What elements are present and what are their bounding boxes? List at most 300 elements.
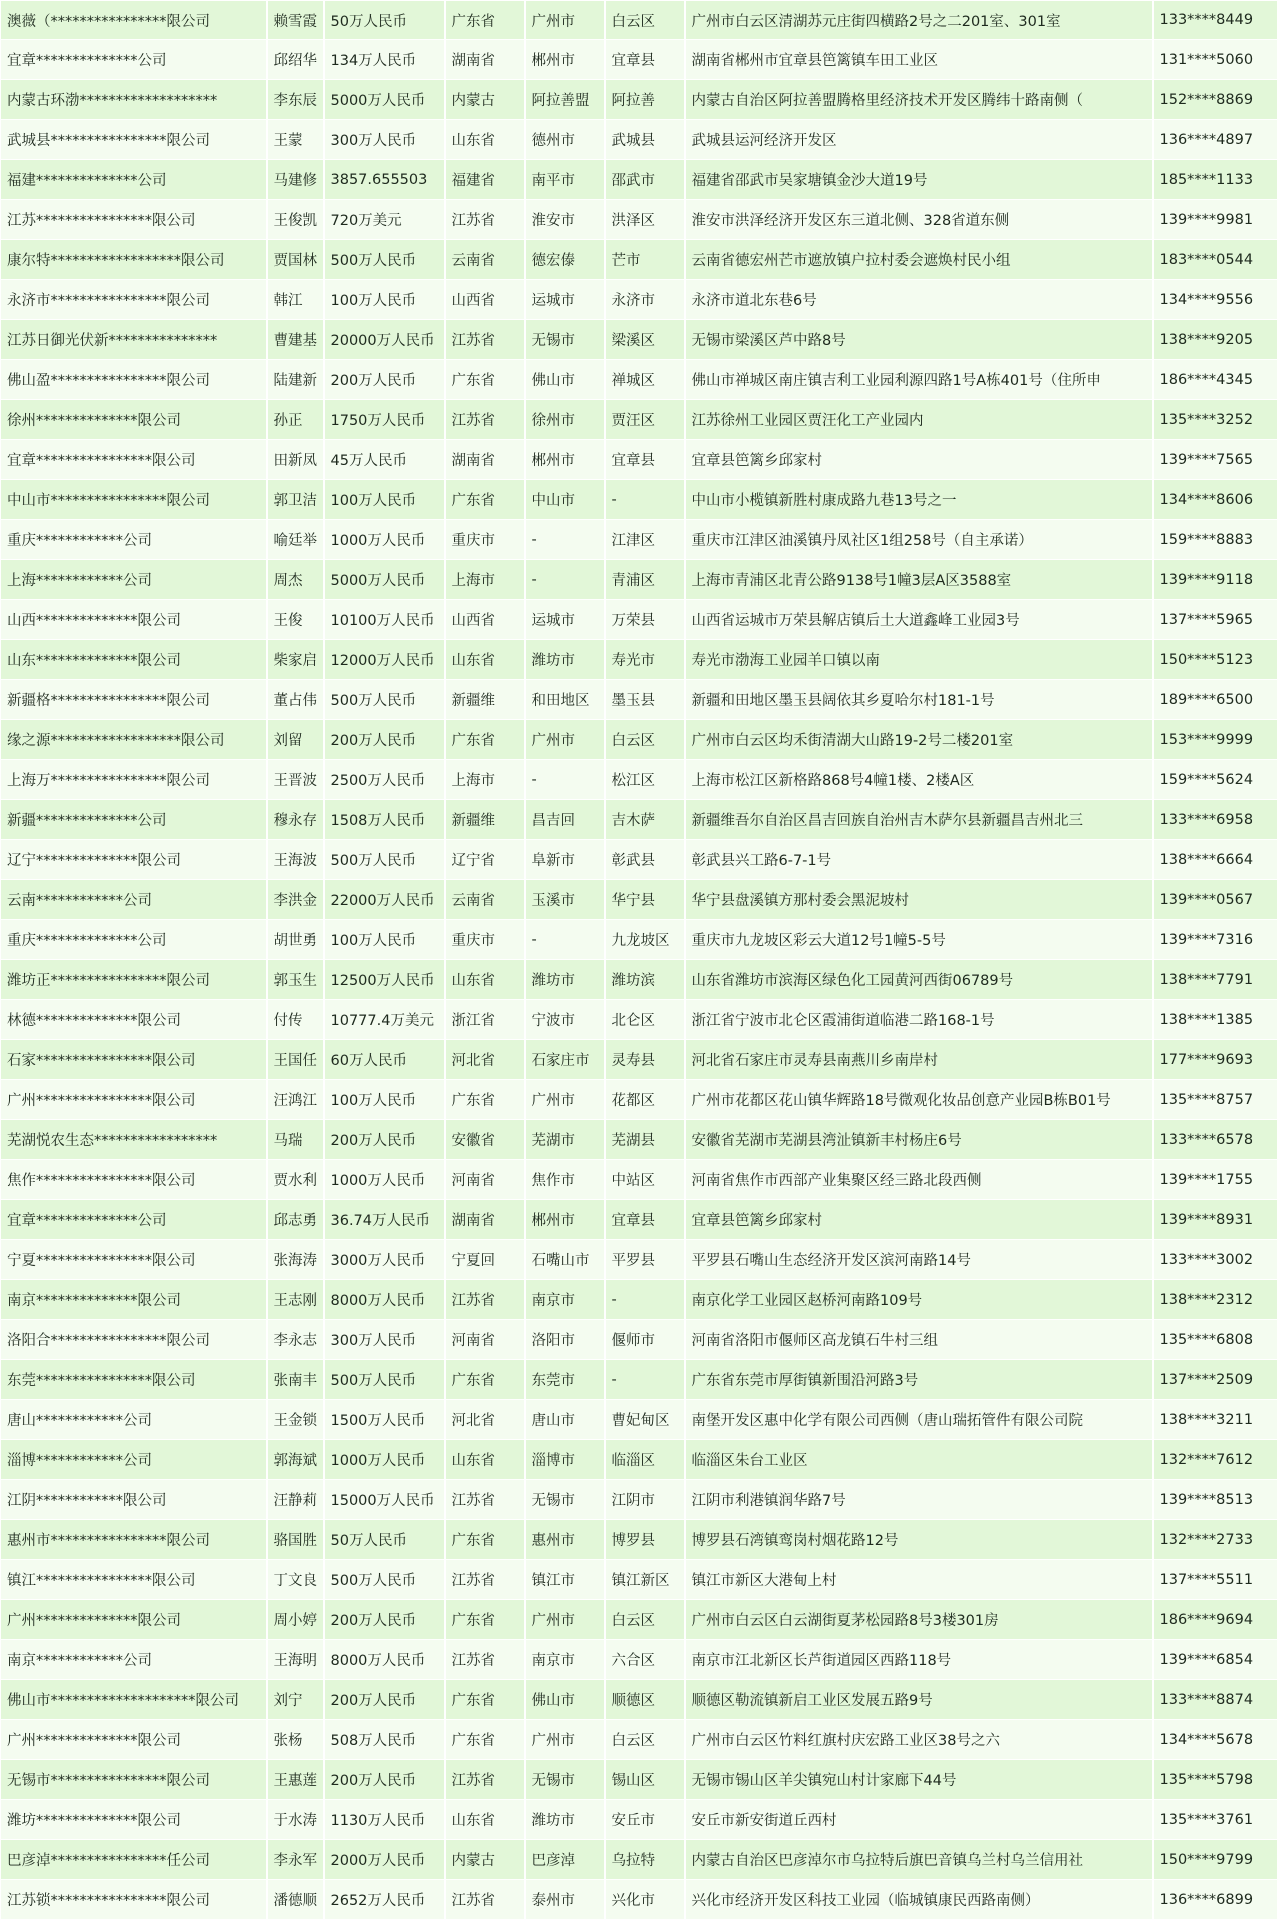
district-cell: 潍坊滨 (605, 960, 685, 1000)
company-name-cell: 江阴************限公司 (1, 1480, 267, 1520)
company-name-cell: 焦作****************限公司 (1, 1160, 267, 1200)
phone-cell: 135****8757 (1153, 1080, 1278, 1120)
table-row (1, 1840, 1278, 1880)
table-row (1, 1520, 1278, 1560)
province-cell: 山东省 (445, 1440, 525, 1480)
phone-cell: 138****6664 (1153, 840, 1278, 880)
city-cell: 广州市 (525, 1, 605, 40)
city-cell: 潍坊市 (525, 1800, 605, 1840)
province-cell: 云南省 (445, 240, 525, 280)
registered-capital-cell: 50万人民币 (324, 1, 445, 40)
district-cell: - (605, 480, 685, 520)
legal-person-cell: 王惠莲 (267, 1760, 324, 1800)
legal-person-cell: 贾水利 (267, 1160, 324, 1200)
province-cell: 山西省 (445, 280, 525, 320)
address-cell: 河南省洛阳市偃师区高龙镇石牛村三组 (685, 1320, 1153, 1360)
table-row (1, 200, 1278, 240)
city-cell: 佛山市 (525, 360, 605, 400)
registered-capital-cell: 8000万人民币 (324, 1640, 445, 1680)
district-cell: 寿光市 (605, 640, 685, 680)
city-cell: 昌吉回 (525, 800, 605, 840)
registered-capital-cell: 1750万人民币 (324, 400, 445, 440)
phone-cell: 135****3252 (1153, 400, 1278, 440)
address-cell: 广东省东莞市厚街镇新围沿河路3号 (685, 1360, 1153, 1400)
phone-cell: 135****5798 (1153, 1760, 1278, 1800)
city-cell: 南平市 (525, 160, 605, 200)
district-cell: 兴化市 (605, 1880, 685, 1920)
legal-person-cell: 王俊凯 (267, 200, 324, 240)
address-cell: 内蒙古自治区巴彦淖尔市乌拉特后旗巴音镇乌兰村乌兰信用社 (685, 1840, 1153, 1880)
province-cell: 广东省 (445, 1080, 525, 1120)
legal-person-cell: 曹建基 (267, 320, 324, 360)
city-cell: 无锡市 (525, 1760, 605, 1800)
registered-capital-cell: 50万人民币 (324, 1520, 445, 1560)
address-cell: 兴化市经济开发区科技工业园（临城镇康民西路南侧） (685, 1880, 1153, 1920)
table-row (1, 880, 1278, 920)
phone-cell: 139****9118 (1153, 560, 1278, 600)
city-cell: 南京市 (525, 1280, 605, 1320)
legal-person-cell: 李洪金 (267, 880, 324, 920)
city-cell: 镇江市 (525, 1560, 605, 1600)
city-cell: - (525, 520, 605, 560)
district-cell: 花都区 (605, 1080, 685, 1120)
registered-capital-cell: 15000万人民币 (324, 1480, 445, 1520)
province-cell: 河南省 (445, 1320, 525, 1360)
address-cell: 广州市白云区白云湖街夏茅松园路8号3楼301房 (685, 1600, 1153, 1640)
district-cell: 青浦区 (605, 560, 685, 600)
city-cell: 东莞市 (525, 1360, 605, 1400)
district-cell: 邵武市 (605, 160, 685, 200)
company-name-cell: 缘之源******************限公司 (1, 720, 267, 760)
phone-cell: 137****5965 (1153, 600, 1278, 640)
registered-capital-cell: 12000万人民币 (324, 640, 445, 680)
address-cell: 博罗县石湾镇鸾岗村烟花路12号 (685, 1520, 1153, 1560)
province-cell: 广东省 (445, 1360, 525, 1400)
registered-capital-cell: 1130万人民币 (324, 1800, 445, 1840)
phone-cell: 133****6578 (1153, 1120, 1278, 1160)
phone-cell: 159****5624 (1153, 760, 1278, 800)
address-cell: 南堡开发区惠中化学有限公司西侧（唐山瑞拓管件有限公司院 (685, 1400, 1153, 1440)
province-cell: 江苏省 (445, 1280, 525, 1320)
district-cell: 六合区 (605, 1640, 685, 1680)
address-cell: 广州市白云区均禾街清湖大山路19-2号二楼201室 (685, 720, 1153, 760)
company-name-cell: 镇江****************限公司 (1, 1560, 267, 1600)
table-row (1, 1360, 1278, 1400)
address-cell: 新疆维吾尔自治区昌吉回族自治州吉木萨尔县新疆昌吉州北三 (685, 800, 1153, 840)
legal-person-cell: 韩江 (267, 280, 324, 320)
table-row (1, 1440, 1278, 1480)
province-cell: 湖南省 (445, 440, 525, 480)
district-cell: 万荣县 (605, 600, 685, 640)
phone-cell: 152****8869 (1153, 80, 1278, 120)
phone-cell: 133****8449 (1153, 1, 1278, 40)
province-cell: 江苏省 (445, 1480, 525, 1520)
district-cell: 北仑区 (605, 1000, 685, 1040)
registered-capital-cell: 2000万人民币 (324, 1840, 445, 1880)
district-cell: 白云区 (605, 1600, 685, 1640)
address-cell: 安丘市新安街道丘西村 (685, 1800, 1153, 1840)
legal-person-cell: 汪鸿江 (267, 1080, 324, 1120)
province-cell: 广东省 (445, 1600, 525, 1640)
province-cell: 江苏省 (445, 1760, 525, 1800)
legal-person-cell: 柴家启 (267, 640, 324, 680)
legal-person-cell: 王海明 (267, 1640, 324, 1680)
district-cell: 白云区 (605, 1, 685, 40)
table-row (1, 840, 1278, 880)
district-cell: 江阴市 (605, 1480, 685, 1520)
province-cell: 山西省 (445, 600, 525, 640)
province-cell: 江苏省 (445, 320, 525, 360)
city-cell: 运城市 (525, 600, 605, 640)
province-cell: 上海市 (445, 560, 525, 600)
legal-person-cell: 邱志勇 (267, 1200, 324, 1240)
registered-capital-cell: 3857.655503 (324, 160, 445, 200)
registered-capital-cell: 1500万人民币 (324, 1400, 445, 1440)
table-row (1, 920, 1278, 960)
city-cell: 唐山市 (525, 1400, 605, 1440)
legal-person-cell: 邱绍华 (267, 40, 324, 80)
table-row (1, 480, 1278, 520)
address-cell: 湖南省郴州市宜章县笆篱镇车田工业区 (685, 40, 1153, 80)
phone-cell: 131****5060 (1153, 40, 1278, 80)
registered-capital-cell: 1000万人民币 (324, 1440, 445, 1480)
address-cell: 江苏徐州工业园区贾汪化工产业园内 (685, 400, 1153, 440)
address-cell: 佛山市禅城区南庄镇吉利工业园利源四路1号A栋401号（住所申 (685, 360, 1153, 400)
phone-cell: 138****9205 (1153, 320, 1278, 360)
province-cell: 云南省 (445, 880, 525, 920)
phone-cell: 139****0567 (1153, 880, 1278, 920)
province-cell: 广东省 (445, 720, 525, 760)
company-name-cell: 巴彦淖****************任公司 (1, 1840, 267, 1880)
company-name-cell: 宁夏****************限公司 (1, 1240, 267, 1280)
company-name-cell: 石家****************限公司 (1, 1040, 267, 1080)
province-cell: 广东省 (445, 1520, 525, 1560)
table-row (1, 1560, 1278, 1600)
company-name-cell: 永济市****************限公司 (1, 280, 267, 320)
city-cell: 德州市 (525, 120, 605, 160)
company-name-cell: 山西**************限公司 (1, 600, 267, 640)
table-row (1, 1680, 1278, 1720)
province-cell: 新疆维 (445, 680, 525, 720)
phone-cell: 189****6500 (1153, 680, 1278, 720)
table-row (1, 1600, 1278, 1640)
company-name-cell: 东莞****************限公司 (1, 1360, 267, 1400)
province-cell: 浙江省 (445, 1000, 525, 1040)
province-cell: 江苏省 (445, 1640, 525, 1680)
district-cell: 顺德区 (605, 1680, 685, 1720)
district-cell: 宜章县 (605, 1200, 685, 1240)
city-cell: - (525, 920, 605, 960)
table-row (1, 1640, 1278, 1680)
registered-capital-cell: 2652万人民币 (324, 1880, 445, 1920)
district-cell: 灵寿县 (605, 1040, 685, 1080)
registered-capital-cell: 12500万人民币 (324, 960, 445, 1000)
phone-cell: 134****8606 (1153, 480, 1278, 520)
city-cell: 无锡市 (525, 320, 605, 360)
phone-cell: 132****7612 (1153, 1440, 1278, 1480)
table-row (1, 760, 1278, 800)
city-cell: 广州市 (525, 1600, 605, 1640)
company-name-cell: 武城县****************限公司 (1, 120, 267, 160)
province-cell: 重庆市 (445, 920, 525, 960)
province-cell: 江苏省 (445, 200, 525, 240)
legal-person-cell: 王蒙 (267, 120, 324, 160)
company-name-cell: 潍坊**************限公司 (1, 1800, 267, 1840)
province-cell: 江苏省 (445, 1560, 525, 1600)
district-cell: 乌拉特 (605, 1840, 685, 1880)
legal-person-cell: 周杰 (267, 560, 324, 600)
registered-capital-cell: 500万人民币 (324, 1360, 445, 1400)
table-row (1, 600, 1278, 640)
legal-person-cell: 刘宁 (267, 1680, 324, 1720)
table-row (1, 520, 1278, 560)
table-row (1, 1720, 1278, 1760)
city-cell: - (525, 760, 605, 800)
address-cell: 南京市江北新区长芦街道园区西路118号 (685, 1640, 1153, 1680)
table-row (1, 1040, 1278, 1080)
address-cell: 云南省德宏州芒市遮放镇户拉村委会遮焕村民小组 (685, 240, 1153, 280)
city-cell: 徐州市 (525, 400, 605, 440)
table-row (1, 1400, 1278, 1440)
province-cell: 河北省 (445, 1400, 525, 1440)
district-cell: 禅城区 (605, 360, 685, 400)
registered-capital-cell: 500万人民币 (324, 680, 445, 720)
registered-capital-cell: 22000万人民币 (324, 880, 445, 920)
table-row (1, 160, 1278, 200)
registered-capital-cell: 100万人民币 (324, 920, 445, 960)
district-cell: 白云区 (605, 1720, 685, 1760)
company-name-cell: 康尔特******************限公司 (1, 240, 267, 280)
city-cell: 阜新市 (525, 840, 605, 880)
table-row (1, 800, 1278, 840)
legal-person-cell: 刘留 (267, 720, 324, 760)
province-cell: 福建省 (445, 160, 525, 200)
address-cell: 寿光市渤海工业园羊口镇以南 (685, 640, 1153, 680)
legal-person-cell: 李永志 (267, 1320, 324, 1360)
company-name-cell: 辽宁**************限公司 (1, 840, 267, 880)
address-cell: 南京化学工业园区赵桥河南路109号 (685, 1280, 1153, 1320)
district-cell: 华宁县 (605, 880, 685, 920)
phone-cell: 138****2312 (1153, 1280, 1278, 1320)
phone-cell: 136****4897 (1153, 120, 1278, 160)
table-row (1, 1200, 1278, 1240)
city-cell: 芜湖市 (525, 1120, 605, 1160)
company-name-cell: 上海万****************限公司 (1, 760, 267, 800)
phone-cell: 139****8931 (1153, 1200, 1278, 1240)
legal-person-cell: 马瑞 (267, 1120, 324, 1160)
phone-cell: 139****6854 (1153, 1640, 1278, 1680)
address-cell: 福建省邵武市吴家塘镇金沙大道19号 (685, 160, 1153, 200)
registered-capital-cell: 100万人民币 (324, 480, 445, 520)
company-name-cell: 芜湖悦农生态***************** (1, 1120, 267, 1160)
phone-cell: 136****6899 (1153, 1880, 1278, 1920)
company-name-cell: 宜章**************公司 (1, 1200, 267, 1240)
legal-person-cell: 于水涛 (267, 1800, 324, 1840)
city-cell: 玉溪市 (525, 880, 605, 920)
address-cell: 无锡市锡山区羊尖镇宛山村计家廊下44号 (685, 1760, 1153, 1800)
district-cell: 宜章县 (605, 40, 685, 80)
city-cell: 郴州市 (525, 440, 605, 480)
table-row (1, 40, 1278, 80)
table-row (1, 1, 1278, 40)
district-cell: 芒市 (605, 240, 685, 280)
registered-capital-cell: 2500万人民币 (324, 760, 445, 800)
province-cell: 安徽省 (445, 1120, 525, 1160)
phone-cell: 139****8513 (1153, 1480, 1278, 1520)
province-cell: 江苏省 (445, 1880, 525, 1920)
address-cell: 江阴市利港镇润华路7号 (685, 1480, 1153, 1520)
registered-capital-cell: 500万人民币 (324, 240, 445, 280)
registered-capital-cell: 200万人民币 (324, 720, 445, 760)
address-cell: 广州市白云区清湖苏元庄街四横路2号之二201室、301室 (685, 1, 1153, 40)
district-cell: 武城县 (605, 120, 685, 160)
district-cell: 安丘市 (605, 1800, 685, 1840)
legal-person-cell: 王金锁 (267, 1400, 324, 1440)
company-name-cell: 内蒙古环渤******************* (1, 80, 267, 120)
address-cell: 武城县运河经济开发区 (685, 120, 1153, 160)
registered-capital-cell: 200万人民币 (324, 1600, 445, 1640)
address-cell: 山东省潍坊市滨海区绿色化工园黄河西街06789号 (685, 960, 1153, 1000)
company-name-cell: 云南************公司 (1, 880, 267, 920)
district-cell: 江津区 (605, 520, 685, 560)
city-cell: 潍坊市 (525, 960, 605, 1000)
table-row (1, 560, 1278, 600)
table-body (1, 1, 1278, 1920)
registered-capital-cell: 10100万人民币 (324, 600, 445, 640)
province-cell: 广东省 (445, 480, 525, 520)
registered-capital-cell: 508万人民币 (324, 1720, 445, 1760)
legal-person-cell: 田新凤 (267, 440, 324, 480)
company-name-cell: 林德**************限公司 (1, 1000, 267, 1040)
address-cell: 河北省石家庄市灵寿县南燕川乡南岸村 (685, 1040, 1153, 1080)
province-cell: 辽宁省 (445, 840, 525, 880)
phone-cell: 135****3761 (1153, 1800, 1278, 1840)
legal-person-cell: 喻廷举 (267, 520, 324, 560)
district-cell: 中站区 (605, 1160, 685, 1200)
company-name-cell: 宜章**************公司 (1, 40, 267, 80)
city-cell: 广州市 (525, 1720, 605, 1760)
legal-person-cell: 赖雪霞 (267, 1, 324, 40)
table-row (1, 240, 1278, 280)
phone-cell: 139****7565 (1153, 440, 1278, 480)
registered-capital-cell: 100万人民币 (324, 280, 445, 320)
table-row (1, 1120, 1278, 1160)
phone-cell: 186****4345 (1153, 360, 1278, 400)
city-cell: 石嘴山市 (525, 1240, 605, 1280)
company-name-cell: 新疆**************公司 (1, 800, 267, 840)
table-row (1, 720, 1278, 760)
city-cell: 淮安市 (525, 200, 605, 240)
legal-person-cell: 王海波 (267, 840, 324, 880)
company-name-cell: 重庆**************公司 (1, 920, 267, 960)
registered-capital-cell: 200万人民币 (324, 360, 445, 400)
table-row (1, 680, 1278, 720)
address-cell: 内蒙古自治区阿拉善盟腾格里经济技术开发区腾纬十路南侧（ (685, 80, 1153, 120)
company-name-cell: 徐州**************限公司 (1, 400, 267, 440)
city-cell: 泰州市 (525, 1880, 605, 1920)
province-cell: 广东省 (445, 1, 525, 40)
legal-person-cell: 王俊 (267, 600, 324, 640)
city-cell: 淄博市 (525, 1440, 605, 1480)
table-row (1, 1800, 1278, 1840)
address-cell: 宜章县笆篱乡邱家村 (685, 1200, 1153, 1240)
legal-person-cell: 王国任 (267, 1040, 324, 1080)
legal-person-cell: 付传 (267, 1000, 324, 1040)
phone-cell: 138****3211 (1153, 1400, 1278, 1440)
company-name-cell: 唐山************公司 (1, 1400, 267, 1440)
registered-capital-cell: 5000万人民币 (324, 80, 445, 120)
province-cell: 广东省 (445, 1680, 525, 1720)
registered-capital-cell: 3000万人民币 (324, 1240, 445, 1280)
company-name-cell: 南京************公司 (1, 1640, 267, 1680)
district-cell: 锡山区 (605, 1760, 685, 1800)
city-cell: 宁波市 (525, 1000, 605, 1040)
address-cell: 重庆市江津区油溪镇丹凤社区1组258号（自主承诺） (685, 520, 1153, 560)
phone-cell: 185****1133 (1153, 160, 1278, 200)
legal-person-cell: 穆永存 (267, 800, 324, 840)
legal-person-cell: 骆国胜 (267, 1520, 324, 1560)
phone-cell: 183****0544 (1153, 240, 1278, 280)
legal-person-cell: 陆建新 (267, 360, 324, 400)
district-cell: 镇江新区 (605, 1560, 685, 1600)
province-cell: 山东省 (445, 640, 525, 680)
legal-person-cell: 马建修 (267, 160, 324, 200)
city-cell: 郴州市 (525, 1200, 605, 1240)
company-name-cell: 江苏日御光伏新*************** (1, 320, 267, 360)
table-row (1, 1280, 1278, 1320)
company-name-cell: 广州**************限公司 (1, 1720, 267, 1760)
address-cell: 宜章县笆篱乡邱家村 (685, 440, 1153, 480)
company-name-cell: 洛阳合****************限公司 (1, 1320, 267, 1360)
district-cell: 九龙坡区 (605, 920, 685, 960)
address-cell: 广州市花都区花山镇华辉路18号微观化妆品创意产业园B栋B01号 (685, 1080, 1153, 1120)
registered-capital-cell: 200万人民币 (324, 1680, 445, 1720)
registered-capital-cell: 200万人民币 (324, 1760, 445, 1800)
company-name-cell: 福建**************公司 (1, 160, 267, 200)
phone-cell: 138****1385 (1153, 1000, 1278, 1040)
province-cell: 宁夏回 (445, 1240, 525, 1280)
city-cell: 郴州市 (525, 40, 605, 80)
table-row (1, 360, 1278, 400)
registered-capital-cell: 5000万人民币 (324, 560, 445, 600)
city-cell: 运城市 (525, 280, 605, 320)
table-row (1, 1160, 1278, 1200)
district-cell: 松江区 (605, 760, 685, 800)
company-name-cell: 惠州市****************限公司 (1, 1520, 267, 1560)
district-cell: - (605, 1280, 685, 1320)
city-cell: 焦作市 (525, 1160, 605, 1200)
phone-cell: 139****7316 (1153, 920, 1278, 960)
city-cell: 广州市 (525, 720, 605, 760)
district-cell: 墨玉县 (605, 680, 685, 720)
phone-cell: 133****3002 (1153, 1240, 1278, 1280)
company-name-cell: 澳薇（****************限公司 (1, 1, 267, 40)
address-cell: 浙江省宁波市北仑区霞浦街道临港二路168-1号 (685, 1000, 1153, 1040)
address-cell: 山西省运城市万荣县解店镇后土大道鑫峰工业园3号 (685, 600, 1153, 640)
registered-capital-cell: 45万人民币 (324, 440, 445, 480)
company-name-cell: 潍坊正****************限公司 (1, 960, 267, 1000)
company-name-cell: 新疆格****************限公司 (1, 680, 267, 720)
registered-capital-cell: 1508万人民币 (324, 800, 445, 840)
address-cell: 新疆和田地区墨玉县阔依其乡夏哈尔村181-1号 (685, 680, 1153, 720)
address-cell: 上海市松江区新格路868号4幢1楼、2楼A区 (685, 760, 1153, 800)
city-cell: 德宏傣 (525, 240, 605, 280)
phone-cell: 133****6958 (1153, 800, 1278, 840)
phone-cell: 138****7791 (1153, 960, 1278, 1000)
legal-person-cell: 董占伟 (267, 680, 324, 720)
address-cell: 顺德区勒流镇新启工业区发展五路9号 (685, 1680, 1153, 1720)
district-cell: 洪泽区 (605, 200, 685, 240)
